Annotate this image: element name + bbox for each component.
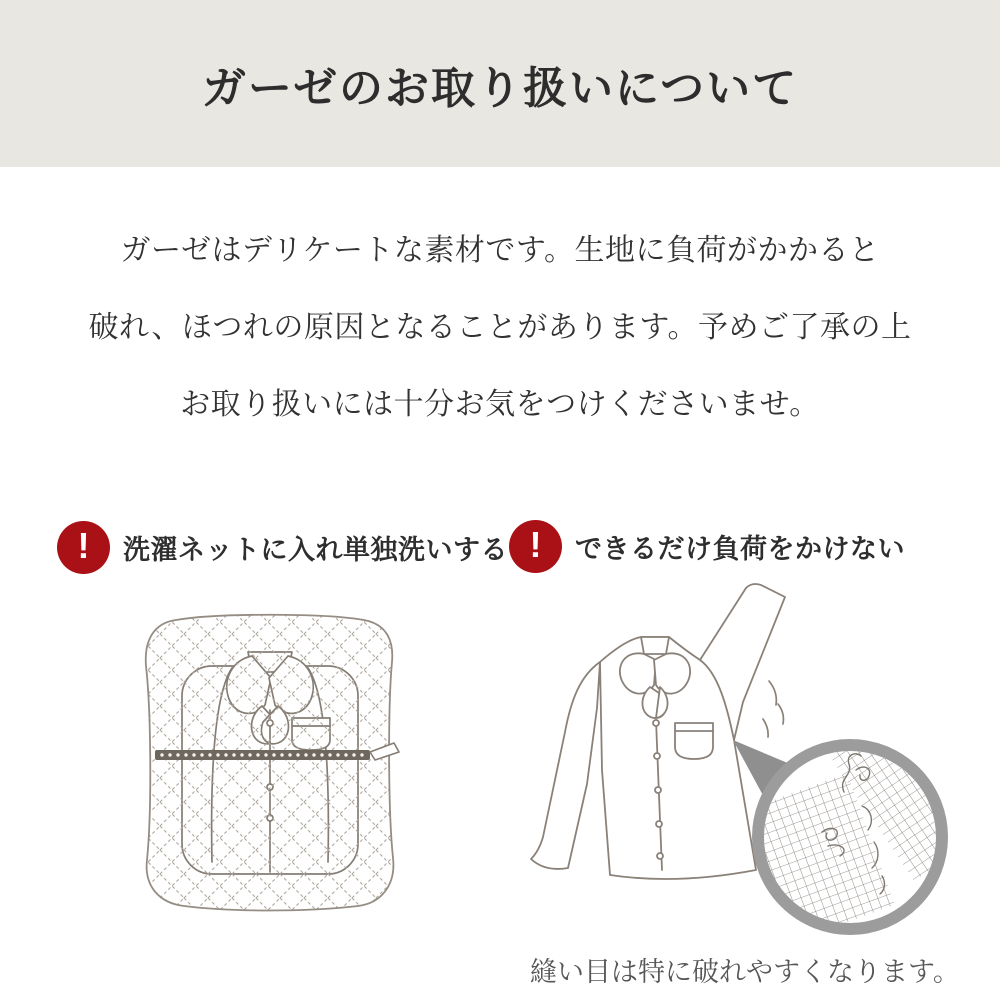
exclamation-circle-icon: !	[509, 520, 562, 573]
frayed-seam-detail	[732, 695, 964, 942]
warning-item-avoid-strain	[509, 520, 905, 573]
intro-line: ガーゼはデリケートな素材です。生地に負荷がかかると	[120, 234, 880, 267]
warning-item-wash-net	[57, 521, 508, 574]
warning-label: 洗濯ネットに入れ単独洗いする	[123, 535, 508, 565]
page-title: ガーゼのお取り扱いについて	[201, 63, 799, 113]
intro-line: お取り扱いには十分お気をつけくださいませ。	[180, 388, 820, 421]
header-band	[0, 0, 1000, 167]
laundry-net-illustration	[136, 610, 404, 915]
motion-lines-icon	[763, 681, 783, 737]
intro-text	[0, 212, 1000, 443]
warning-label: できるだけ負荷をかけない	[575, 534, 905, 564]
shirt-sleeve-pull-illustration	[522, 580, 964, 942]
figure-caption: 縫い目は特に破れやすくなります。	[530, 957, 960, 987]
intro-line: 破れ、ほつれの原因となることがあります。予めご了承の上	[88, 311, 912, 344]
exclamation-circle-icon: !	[57, 521, 110, 574]
